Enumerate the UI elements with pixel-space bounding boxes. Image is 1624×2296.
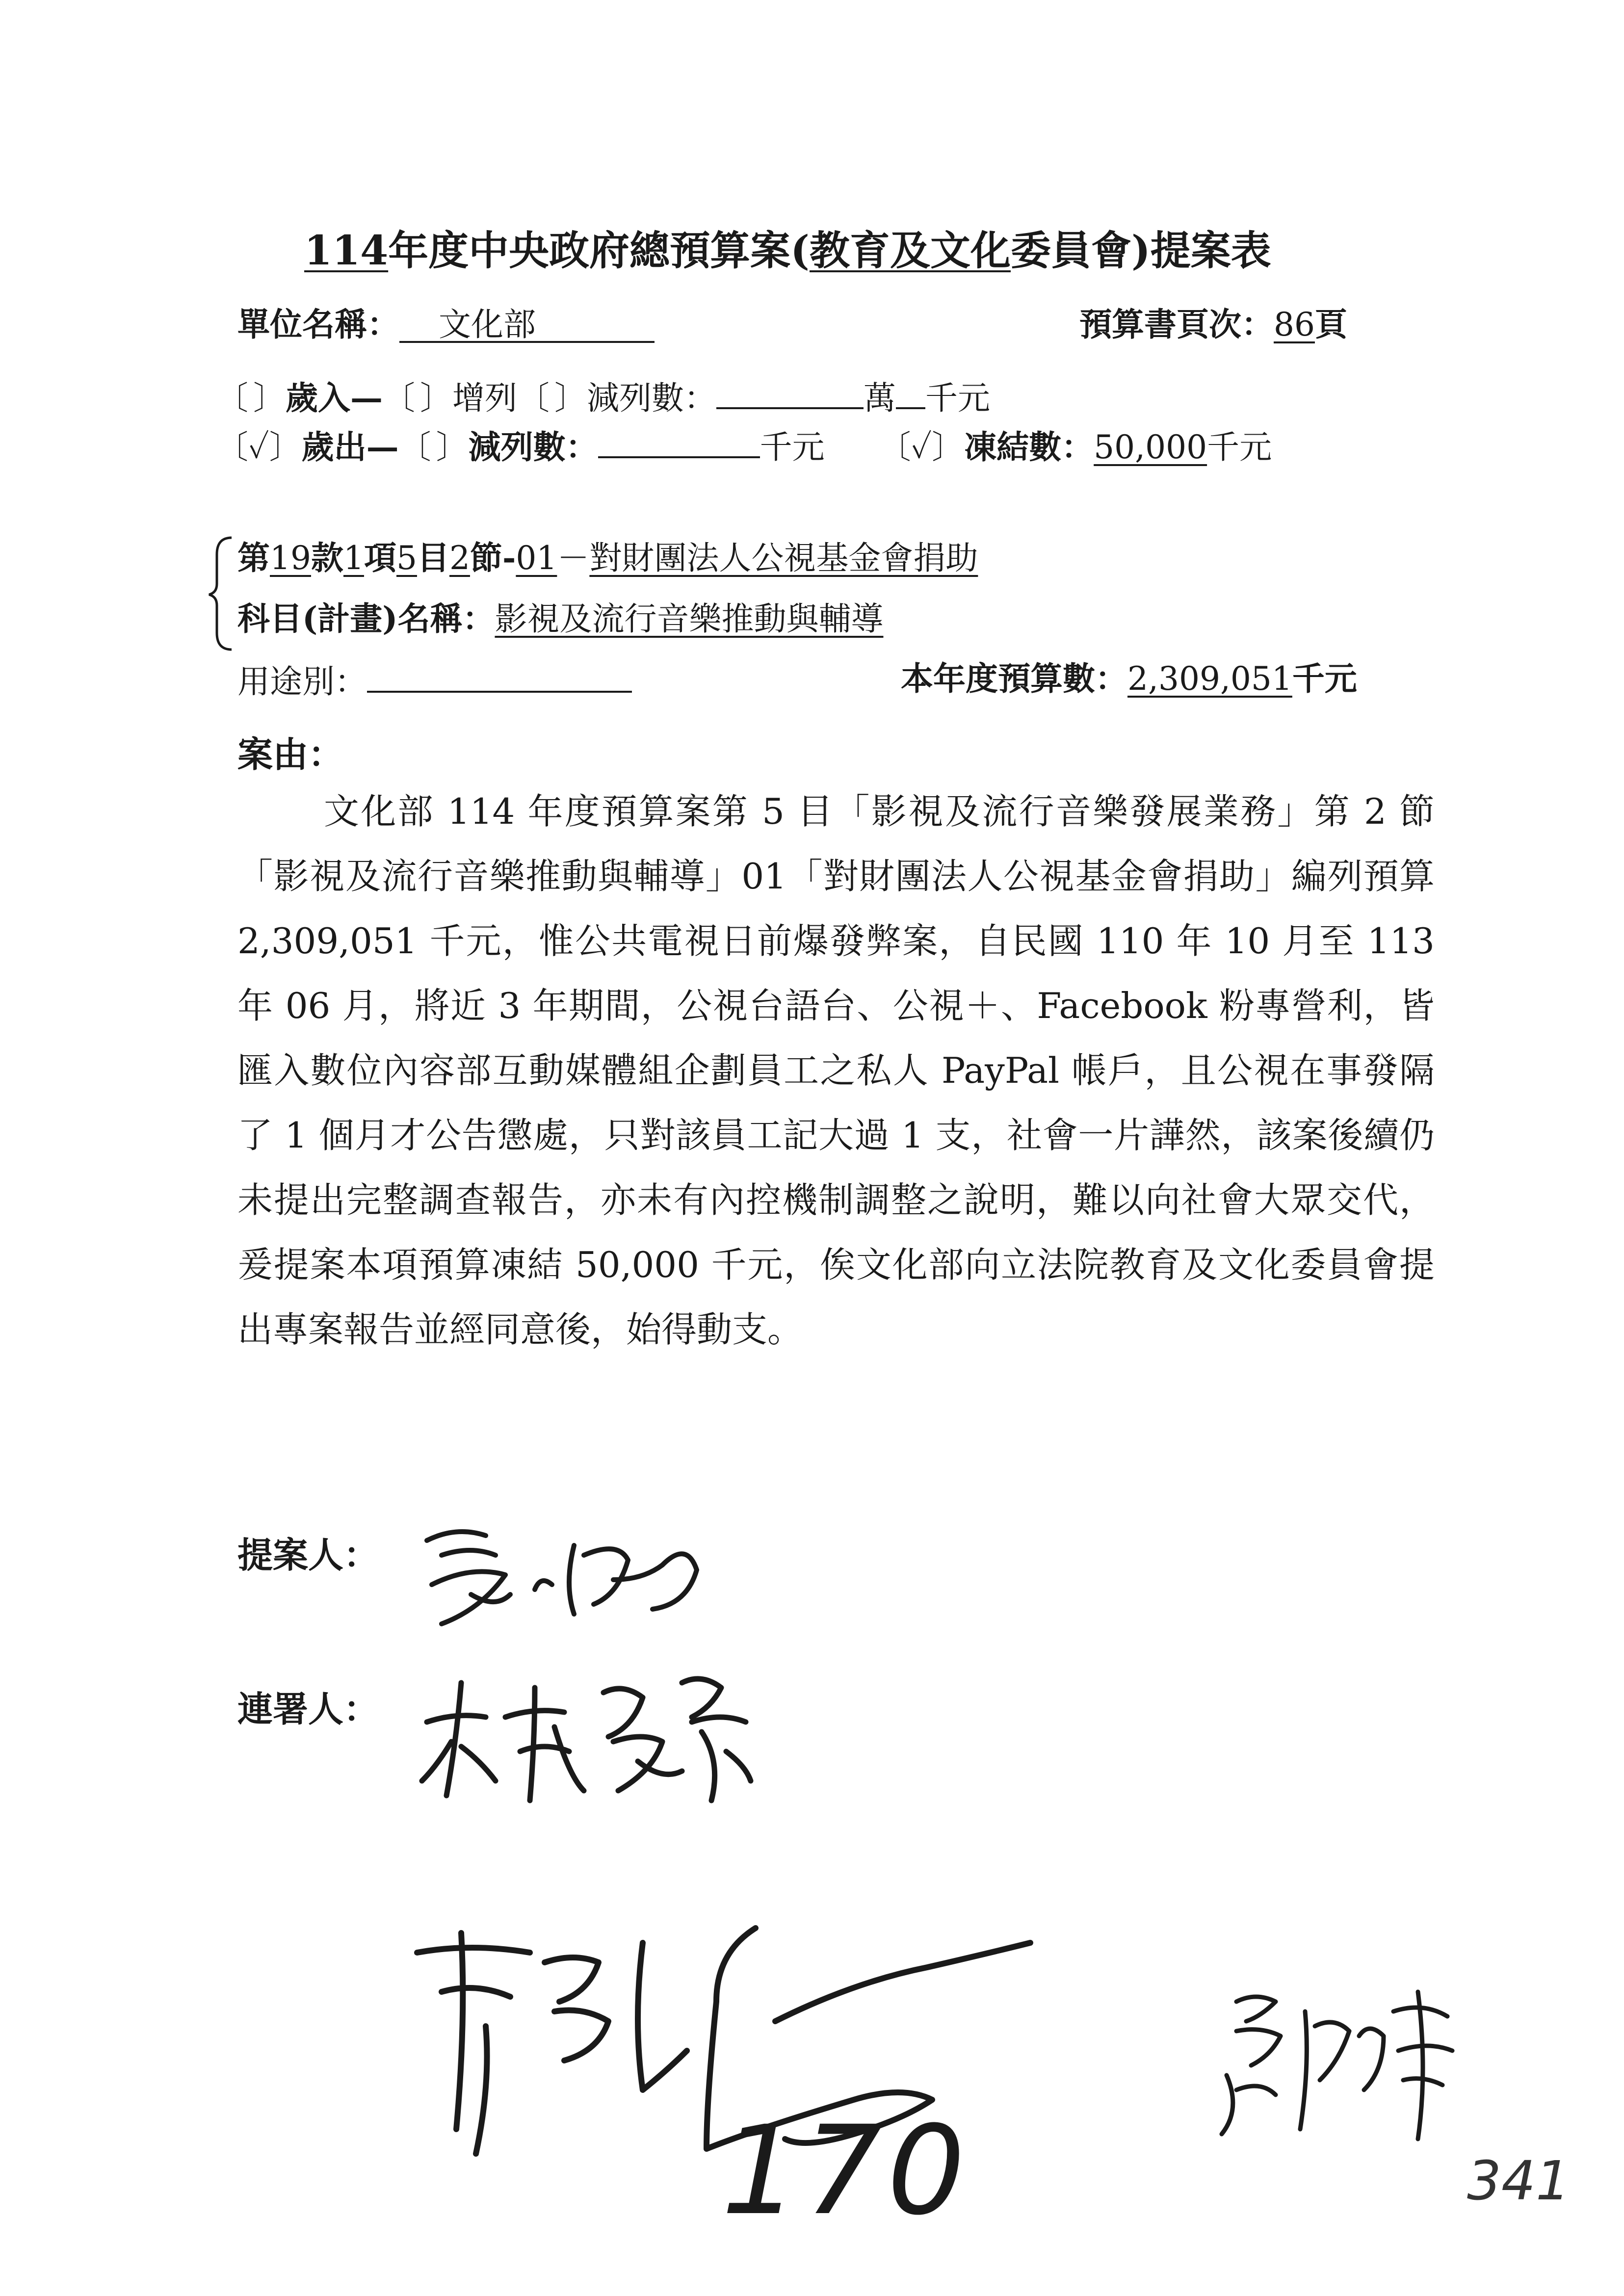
handwritten-number: 170 xyxy=(721,2099,970,2242)
subject-row xyxy=(237,600,884,638)
cosigner-signature-3 xyxy=(1207,1982,1462,2144)
item-mu-value: 5 xyxy=(396,539,417,577)
proposer-signature xyxy=(412,1511,716,1639)
budget-label: 本年度預算數： xyxy=(901,659,1127,698)
page-ref-label: 預算書頁次： xyxy=(1079,305,1274,343)
item-kuan-value: 19 xyxy=(270,539,311,577)
cosigner-signature-1 xyxy=(407,1653,760,1810)
item-code: 01 xyxy=(516,539,557,577)
item-name: 對財團法人公視基金會捐助 xyxy=(589,539,978,577)
item-di: 第 xyxy=(237,539,270,577)
page-ref-value: 86 xyxy=(1274,306,1315,343)
revenue-row xyxy=(216,379,990,415)
title-year: 114 xyxy=(304,227,389,274)
item-dash: － xyxy=(557,539,590,577)
expenditure-check: 〔✓〕 xyxy=(216,428,302,466)
budget-value: 2,309,051 xyxy=(1127,660,1292,698)
exp-dec-bracket-open: 〔 xyxy=(398,428,431,466)
revenue-amount-blank xyxy=(716,379,864,409)
title-part2: 委員會)提案表 xyxy=(1011,227,1271,274)
expenditure-row xyxy=(216,428,1272,464)
freeze-check: 〔✓〕 xyxy=(878,428,965,466)
item-xiang-label: 項 xyxy=(364,539,396,577)
revenue-label: 歲入— xyxy=(286,379,383,417)
budget-unit: 千元 xyxy=(1292,659,1357,698)
usage-label: 用途別： xyxy=(237,663,367,701)
exp-dec-bracket-close: 〕 xyxy=(436,428,469,466)
item-mu-label: 目 xyxy=(417,539,449,577)
expenditure-label: 歲出— xyxy=(301,428,399,466)
revenue-bracket-open: 〔 xyxy=(216,379,248,417)
title-part1: 年度中央政府總預算案( xyxy=(388,227,810,274)
proposer-label: 提案人： xyxy=(237,1534,379,1576)
page-ref-row xyxy=(1079,305,1347,343)
expenditure-decrease-blank xyxy=(598,428,760,458)
page-number: 341 xyxy=(1467,2149,1570,2212)
freeze-label: 凍結數： xyxy=(964,428,1094,466)
expenditure-decrease-label: 減列數： xyxy=(468,428,598,466)
item-xiang-value: 1 xyxy=(343,539,364,577)
inc-bracket-close: 〕 xyxy=(420,379,452,417)
cosigner-label: 連署人： xyxy=(237,1688,379,1730)
revenue-increase-label: 增列 xyxy=(452,379,517,417)
dec-bracket-open: 〔 xyxy=(517,379,550,417)
freeze-unit: 千元 xyxy=(1207,428,1272,466)
reason-label: 案由： xyxy=(237,733,344,775)
usage-row xyxy=(237,662,632,701)
dec-bracket-close: 〕 xyxy=(554,379,587,417)
revenue-unit-thousand: 千元 xyxy=(925,379,990,417)
item-brace xyxy=(206,535,236,652)
form-title xyxy=(304,227,1271,274)
revenue-small-blank xyxy=(896,379,925,409)
unit-row xyxy=(237,305,655,343)
item-row xyxy=(237,539,978,577)
revenue-bracket-close: 〕 xyxy=(253,379,286,417)
item-jie-label: 節- xyxy=(470,539,516,577)
page-ref-suffix: 頁 xyxy=(1314,305,1347,343)
expenditure-decrease-unit: 千元 xyxy=(760,428,825,466)
unit-label: 單位名稱： xyxy=(237,305,399,343)
revenue-unit-wan: 萬 xyxy=(864,379,896,417)
item-jie-value: 2 xyxy=(449,539,470,577)
usage-blank xyxy=(367,662,632,693)
unit-value: 文化部 xyxy=(399,309,655,343)
inc-bracket-open: 〔 xyxy=(383,379,415,417)
title-committee: 教育及文化 xyxy=(809,227,1011,274)
budget-row xyxy=(901,659,1357,698)
freeze-value: 50,000 xyxy=(1094,428,1207,466)
subject-value: 影視及流行音樂推動與輔導 xyxy=(495,600,884,638)
revenue-decrease-label: 減列數： xyxy=(587,379,716,417)
subject-label: 科目(計畫)名稱： xyxy=(237,600,495,638)
reason-text: 文化部 114 年度預算案第 5 目「影視及流行音樂發展業務」第 2 節「影視及流行音樂推動與輔導」01「對財團法人公視基金會捐助」編列預算 2,309,051 千元，惟公共電視日前爆發弊案，自民國 110 年 10 月至 113 年 06 月，將近 3 年期間，公視台語台、公視＋、Facebook 粉專營利，皆匯入數位內容部互動媒體組企劃員工之私人 PayPal 帳戶，且公視在事發隔了 1 個月才公告懲處，只對該員工記大過 1 支，社會一片譁然，該案後續仍未提出完整調查報告，亦未有內控機制調整之說明，難以向社會大眾交代，爰提案本項預算凍結 50,000 千元，俟文化部向立法院教育及文化委員會提出專案報告並經同意後，始得動支。 xyxy=(237,791,1435,1350)
item-kuan-label: 款 xyxy=(311,539,343,577)
